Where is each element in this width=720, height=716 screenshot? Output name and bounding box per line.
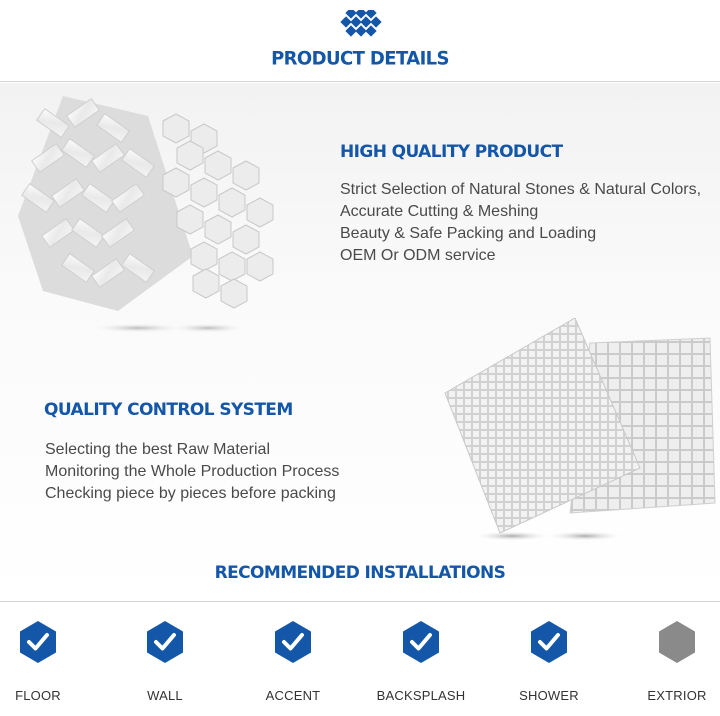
installation-label: BACKSPLASH [376,688,466,703]
installation-label: EXTRIOR [647,688,707,703]
installation-label: ACCENT [265,688,321,703]
installation-label: FLOOR [15,688,61,703]
quality-line: Strict Selection of Natural Stones & Natural Colors, [340,181,702,198]
check-hexagon-icon [401,620,441,664]
installation-backsplash [361,620,481,703]
header [0,0,720,82]
installations-heading: RECOMMENDED INSTALLATIONS [214,563,506,583]
installation-label: SHOWER [519,688,579,703]
check-hexagon-icon [145,620,185,664]
control-heading: QUALITY CONTROL SYSTEM [44,400,293,420]
divider [0,601,720,602]
quality-line: OEM Or ODM service [340,247,496,264]
installation-wall [105,620,225,703]
quality-heading: HIGH QUALITY PRODUCT [340,142,563,162]
hexagon-icon [657,620,697,664]
check-hexagon-icon [273,620,313,664]
quality-line: Accurate Cutting & Meshing [340,203,539,220]
check-hexagon-icon [18,620,58,664]
page-title: PRODUCT DETAILS [271,47,449,70]
control-line: Selecting the best Raw Material [45,441,270,458]
diamond-logo-icon [338,10,384,42]
check-hexagon-icon [529,620,569,664]
installation-accent [233,620,353,703]
installation-extrior [617,620,720,703]
installation-label: WALL [147,688,183,703]
quality-line: Beauty & Safe Packing and Loading [340,225,597,242]
herringbone-hexagon-tiles-image [8,96,308,341]
installation-shower [489,620,609,703]
square-mosaic-sheets-image [440,318,720,548]
installation-floor [0,620,98,703]
control-line: Checking piece by pieces before packing [45,485,336,502]
control-line: Monitoring the Whole Production Process [45,463,340,480]
